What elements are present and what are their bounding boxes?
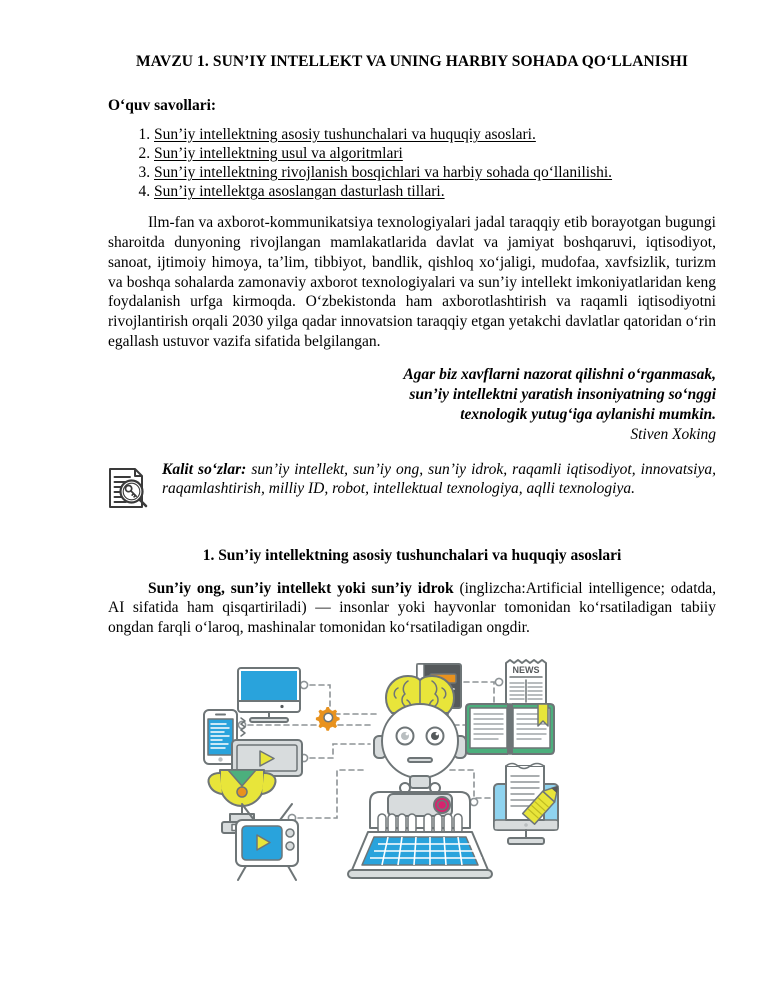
section-lead-bold: Sun’iy ong, sun’iy intellekt yoki sun’iy idrok <box>148 579 454 597</box>
document-content <box>108 52 716 902</box>
quote-line-1: Agar biz xavflarni nazorat qilishni o‘rganmasak, <box>403 365 716 383</box>
section-heading: 1. Sun’iy intellektning asosiy tushunchalari va huquqiy asoslari <box>202 546 622 564</box>
quote-author: Stiven Xoking <box>630 426 716 444</box>
newspaper-label: NEWS <box>512 665 540 676</box>
section-paragraph-rest: (inglizcha:Artificial intelligence; odatda, AI sifatida ham qisqartiriladi) — insonlar yoki hayvonlar tomonidan ko‘rsatiladigan tabiiy ongdan farqli o‘laroq, mashinalar tomonidan ko‘rsatiladigan ongdir. <box>108 579 717 637</box>
page-title: MAVZU 1. SUN’IY INTELLEKT VA UNING HARBIY SOHADA QO‘LLANISHI <box>136 53 688 70</box>
keywords-row <box>108 460 716 517</box>
keywords-label: Kalit so‘zlar: <box>162 460 247 478</box>
quote-line-2: sun’iy intellektni yaratish insoniyatning so‘nggi <box>409 386 716 404</box>
laptop-icon <box>348 832 492 878</box>
document-pen-monitor-icon <box>494 764 564 845</box>
question-text: Sun’iy intellektning rivojlanish bosqichlari va harbiy sohada qo‘llanilishi. <box>154 164 613 182</box>
keywords-body: sun’iy intellekt, sun’iy ong, sun’iy idrok, raqamli iqtisodiyot, innovatsiya, raqamlashtirish, milliy ID, robot, intellektual texnologiya, aqlli texnologiya. <box>162 460 716 498</box>
ai-robot-infographic <box>202 652 622 902</box>
intro-paragraph: Ilm-fan va axborot-kommunikatsiya texnologiyalari jadal taraqqiy etib borayotgan bugungi sharoitda dunyoning rivojlangan mamlakatlarida davlat va jamiyat boshqaruvi, iqtisodiyot, sanoat, ijtimoiy himoya, ta’lim, tibbiyot, bandlik, qishloq xo‘jaligi, mudofaa, xavfsizlik, turizm va boshqa sohalarda zamonaviy axborot texnologiyalari va sun’iy intellekt imkoniyatlaridan keng foydalanish urfga kirmoqda. O‘zbekistonda ham axborotlashtirish va raqamli iqtisodiyotni rivojlantirish orqali 2030 yilga qadar innovatsion taraqqiy etgan yetakchi davlatlar qatoridan o‘rin egallash ustuvor vazifa sifatida belgilangan. <box>108 214 716 351</box>
question-text: Sun’iy intellektga asoslangan dasturlash tillari. <box>154 183 445 201</box>
newspaper-icon <box>506 660 546 707</box>
question-text: Sun’iy intellektning asosiy tushunchalari va huquqiy asoslari. <box>154 125 536 143</box>
list-item <box>154 125 716 144</box>
monitor-icon <box>238 668 300 722</box>
list-item <box>154 182 716 201</box>
question-text: Sun’iy intellektning usul va algoritmlari <box>154 144 403 162</box>
document-key-search-icon <box>106 460 162 517</box>
open-book-icon <box>466 704 556 754</box>
keywords-text <box>162 460 716 500</box>
section-paragraph <box>108 579 716 638</box>
list-item <box>154 144 716 163</box>
gear-icon <box>316 707 340 731</box>
list-item <box>154 163 716 182</box>
questions-label: O‘quv savollari: <box>108 96 217 114</box>
quote-block <box>108 365 716 446</box>
study-questions-list <box>108 125 716 201</box>
quote-line-3: texnologik yutug‘iga aylanishi mumkin. <box>460 406 716 424</box>
illustration-wrap <box>108 652 716 902</box>
